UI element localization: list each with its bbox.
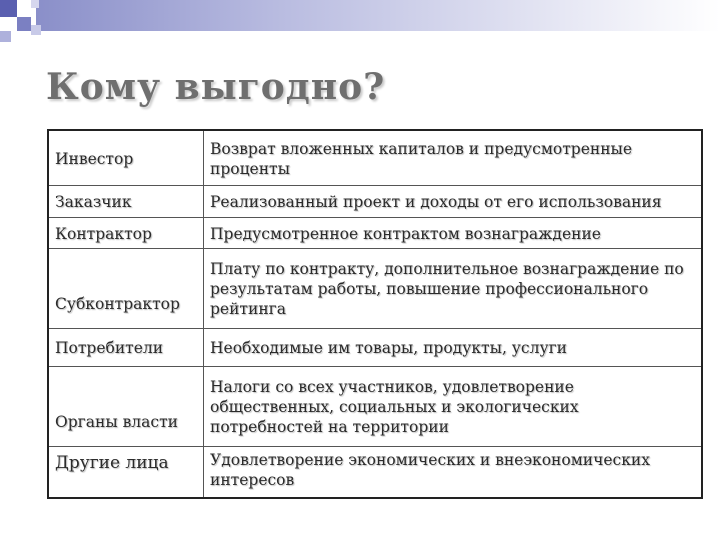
role-cell: Органы власти: [48, 367, 204, 447]
slide-title: Кому выгодно?: [46, 66, 386, 108]
role-cell: Заказчик: [48, 186, 204, 218]
header-gradient-bar: [36, 0, 720, 31]
benefit-cell: Возврат вложенных капиталов и предусмотренные проценты: [204, 130, 703, 186]
benefit-cell: Удовлетворение экономических и внеэкономических интересов: [204, 447, 703, 499]
decor-square: [0, 31, 11, 42]
decor-square: [31, 25, 41, 35]
table-row: [48, 218, 702, 249]
role-cell: Потребители: [48, 329, 204, 367]
role-cell: Контрактор: [48, 218, 204, 249]
table-row: [48, 447, 702, 499]
table-row: [48, 329, 702, 367]
benefit-cell: Необходимые им товары, продукты, услуги: [204, 329, 703, 367]
role-cell: Субконтрактор: [48, 249, 204, 329]
benefit-cell: Плату по контракту, дополнительное вознаграждение по результатам работы, повышение профессионального рейтинга: [204, 249, 703, 329]
table-row: [48, 367, 702, 447]
benefit-cell: Налоги со всех участников, удовлетворение общественных, социальных и экологических потребностей на территории: [204, 367, 703, 447]
decor-square: [0, 0, 17, 17]
table-row: [48, 130, 702, 186]
decor-square: [17, 17, 31, 31]
benefit-cell: Реализованный проект и доходы от его использования: [204, 186, 703, 218]
decor-square: [31, 0, 39, 8]
role-cell: Другие лица: [48, 447, 204, 499]
benefit-cell: Предусмотренное контрактом вознаграждение: [204, 218, 703, 249]
beneficiaries-table: [47, 129, 703, 499]
table-row: [48, 186, 702, 218]
role-cell: Инвестор: [48, 130, 204, 186]
table-row: [48, 249, 702, 329]
